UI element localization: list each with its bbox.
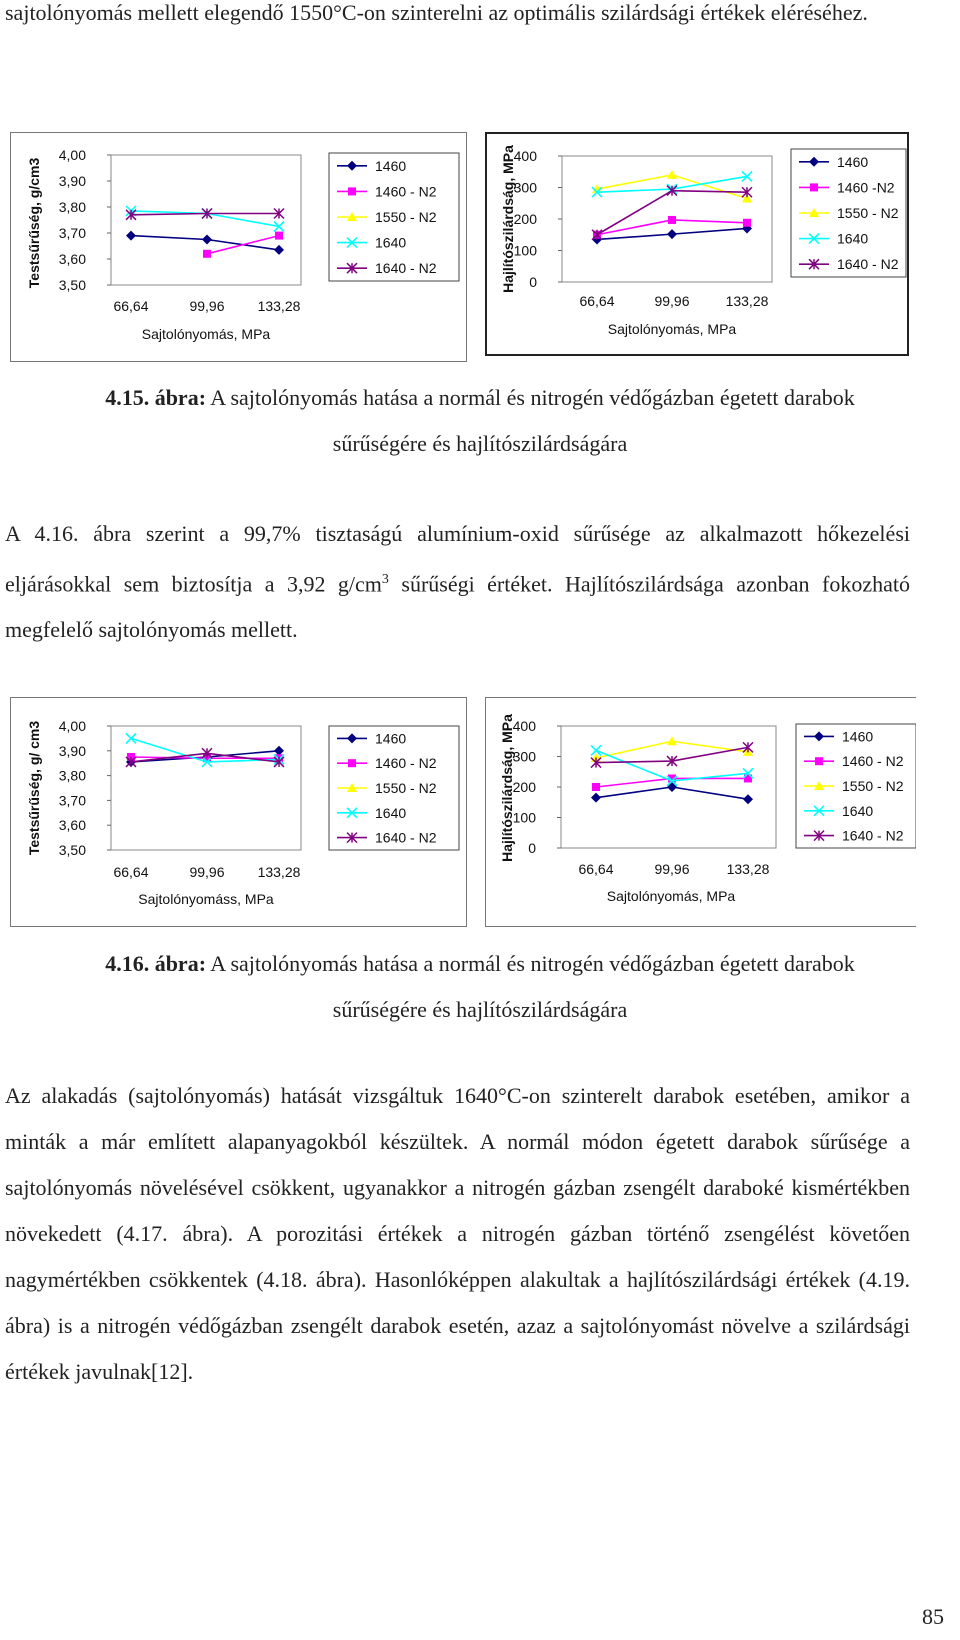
legend-label: 1550 - N2 xyxy=(375,780,437,796)
density-chart-416 xyxy=(10,697,467,927)
x-tick-label: 66,64 xyxy=(579,293,615,309)
y-tick-label: 400 xyxy=(512,718,536,734)
x-tick-label: 99,96 xyxy=(189,298,225,314)
figure-416-caption-line2: sűrűségére és hajlítószilárdságára xyxy=(332,997,628,1022)
bending-strength-chart-416 xyxy=(485,697,916,927)
bending-strength-chart-415 xyxy=(485,132,909,356)
data-point xyxy=(743,219,751,227)
data-point xyxy=(591,793,601,803)
bottom-paragraph: Az alakadás (sajtolónyomás) hatását vizsgáltuk 1640°C-on szinterelt darabok esetében, amikor a minták a már említett alapanyagokból készültek. A normál módon égetett darabok sűrűsége a sajtolónyomás növelésével csökkent, ugyanakkor a nitrogén gázban zsengélt daraboké kismértékben növekedett (4.17. ábra). A porozitási értékek a nitrogén gázban történő zsengélést követően nagymértékben csökkentek (4.18. ábra). Hasonlóképpen alakultak a hajlítószilárdsági értékek (4.19. ábra) is a nitrogén védőgázban zsengélt darabok esetén, azaz a sajtolónyomást növelve a szilárdsági értékek javulnak[12]. xyxy=(5,1083,910,1384)
legend-label: 1460 xyxy=(375,730,407,747)
chart-svg xyxy=(11,133,466,361)
data-point xyxy=(668,216,676,224)
legend xyxy=(791,149,906,277)
plot-area xyxy=(562,156,772,282)
legend-label: 1640 xyxy=(837,230,869,247)
chart-svg xyxy=(486,698,916,926)
y-tick-label: 100 xyxy=(512,809,536,826)
legend-marker xyxy=(348,187,356,195)
paragraph-416-text: A 4.16. ábra szerint a 99,7% tisztaságú alumínium-oxid sűrűsége az alkalmazott hőkezelési eljárásokkal sem biztosítja a 3,92 g/cm xyxy=(5,521,910,597)
figure-415-caption-line2: sűrűségére és hajlítószilárdságára xyxy=(332,431,628,456)
y-axis-label: Testsűrűség, g/cm3 xyxy=(26,157,42,289)
y-tick-label: 300 xyxy=(512,748,536,765)
x-tick-label: 99,96 xyxy=(189,864,225,880)
legend-label: 1640 - N2 xyxy=(842,827,904,844)
y-tick-label: 100 xyxy=(513,242,537,259)
y-tick-label: 3,60 xyxy=(58,251,86,267)
y-tick-label: 3,70 xyxy=(58,792,86,809)
figure-416-caption-line1: A sajtolónyomás hatása a normál és nitrogén védőgázban égetett darabok xyxy=(206,951,855,976)
x-tick-label: 133,28 xyxy=(726,861,770,877)
x-axis-label: Sajtolónyomás, MPa xyxy=(607,321,737,337)
y-axis-label: Hajlítószilárdság, MPa xyxy=(499,714,515,862)
legend-marker xyxy=(810,183,818,191)
data-point xyxy=(202,235,212,245)
figure-416-caption xyxy=(0,941,960,1033)
legend-label: 1550 - N2 xyxy=(375,209,437,225)
y-tick-label: 3,90 xyxy=(58,742,86,759)
legend-label: 1460 - N2 xyxy=(842,753,904,770)
y-tick-label: 4,00 xyxy=(58,147,86,163)
data-point xyxy=(126,231,136,241)
chart-svg xyxy=(11,698,466,926)
y-tick-label: 400 xyxy=(513,148,537,164)
page-number: 85 xyxy=(922,1604,944,1629)
y-tick-label: 3,80 xyxy=(58,767,86,784)
y-tick-label: 0 xyxy=(529,274,537,290)
data-point xyxy=(274,245,284,255)
x-tick-label: 66,64 xyxy=(113,298,149,314)
density-chart-415 xyxy=(10,132,467,362)
figure-415-label: 4.15. ábra: xyxy=(105,385,207,410)
y-tick-label: 200 xyxy=(513,211,537,227)
x-axis-label: Sajtolónyomás, MPa xyxy=(141,326,271,342)
series-line xyxy=(597,191,747,235)
plot-area xyxy=(111,155,301,285)
y-tick-label: 3,50 xyxy=(58,842,86,858)
y-tick-label: 3,50 xyxy=(58,277,86,293)
paragraph-416-text-end: sűrűségi értéket. Hajlítószilárdsága azonban fokozható megfelelő sajtolónyomás mellett. xyxy=(5,571,910,643)
series-line xyxy=(207,236,279,254)
data-point xyxy=(203,250,211,258)
data-point xyxy=(667,736,677,745)
x-tick-label: 99,96 xyxy=(654,293,690,309)
paragraph-416 xyxy=(5,511,910,653)
data-point xyxy=(592,783,600,791)
y-axis-label: Testsűrűség, g/ cm3 xyxy=(26,720,42,856)
x-tick-label: 133,28 xyxy=(257,864,301,880)
y-tick-label: 0 xyxy=(528,840,536,856)
y-tick-label: 3,70 xyxy=(58,225,86,241)
y-tick-label: 300 xyxy=(513,179,537,196)
legend-label: 1640 xyxy=(375,804,407,821)
x-axis-label: Sajtolónyomás, MPa xyxy=(606,888,736,904)
x-tick-label: 66,64 xyxy=(113,864,149,880)
legend xyxy=(329,153,459,281)
data-point xyxy=(126,733,136,743)
y-tick-label: 3,60 xyxy=(58,817,86,834)
x-tick-label: 99,96 xyxy=(654,861,690,877)
y-tick-label: 3,80 xyxy=(58,199,86,215)
data-point xyxy=(743,794,753,804)
plot-area xyxy=(111,726,301,850)
legend-marker xyxy=(348,759,356,767)
legend-label: 1640 xyxy=(842,802,874,819)
y-axis-label: Hajlítószilárdság, MPa xyxy=(500,145,516,293)
legend-label: 1640 xyxy=(375,234,407,251)
y-tick-label: 4,00 xyxy=(58,718,86,734)
legend-label: 1460 -N2 xyxy=(837,179,895,196)
data-point xyxy=(667,170,677,179)
legend-label: 1460 - N2 xyxy=(375,755,437,772)
x-tick-label: 133,28 xyxy=(725,293,769,309)
x-tick-label: 66,64 xyxy=(578,861,614,877)
x-axis-label: Sajtolónyomáss, MPa xyxy=(138,891,274,907)
figure-415-caption xyxy=(0,375,960,467)
legend-label: 1460 - N2 xyxy=(375,183,437,200)
legend-label: 1640 - N2 xyxy=(375,829,437,846)
legend-label: 1460 xyxy=(375,157,407,174)
legend xyxy=(329,726,459,850)
figure-415-caption-line1: A sajtolónyomás hatása a normál és nitrogén védőgázban égetett darabok xyxy=(206,385,855,410)
legend-label: 1460 xyxy=(842,728,874,745)
legend-label: 1550 - N2 xyxy=(837,205,899,221)
legend-label: 1640 - N2 xyxy=(375,260,437,277)
figure-416-label: 4.16. ábra: xyxy=(105,951,207,976)
intro-text: sajtolónyomás mellett elegendő 1550°C-on szinterelni az optimális szilárdsági értékek eléréséhez. xyxy=(5,0,868,25)
legend-marker xyxy=(815,757,823,765)
legend-label: 1550 - N2 xyxy=(842,778,904,794)
y-tick-label: 3,90 xyxy=(58,173,86,189)
y-tick-label: 200 xyxy=(512,779,536,795)
legend-label: 1460 xyxy=(837,153,869,170)
chart-svg xyxy=(487,134,907,354)
data-point xyxy=(667,229,677,239)
legend-label: 1640 - N2 xyxy=(837,256,899,273)
data-point xyxy=(275,232,283,240)
legend xyxy=(796,724,916,848)
superscript-3: 3 xyxy=(381,572,389,587)
x-tick-label: 133,28 xyxy=(257,298,301,314)
